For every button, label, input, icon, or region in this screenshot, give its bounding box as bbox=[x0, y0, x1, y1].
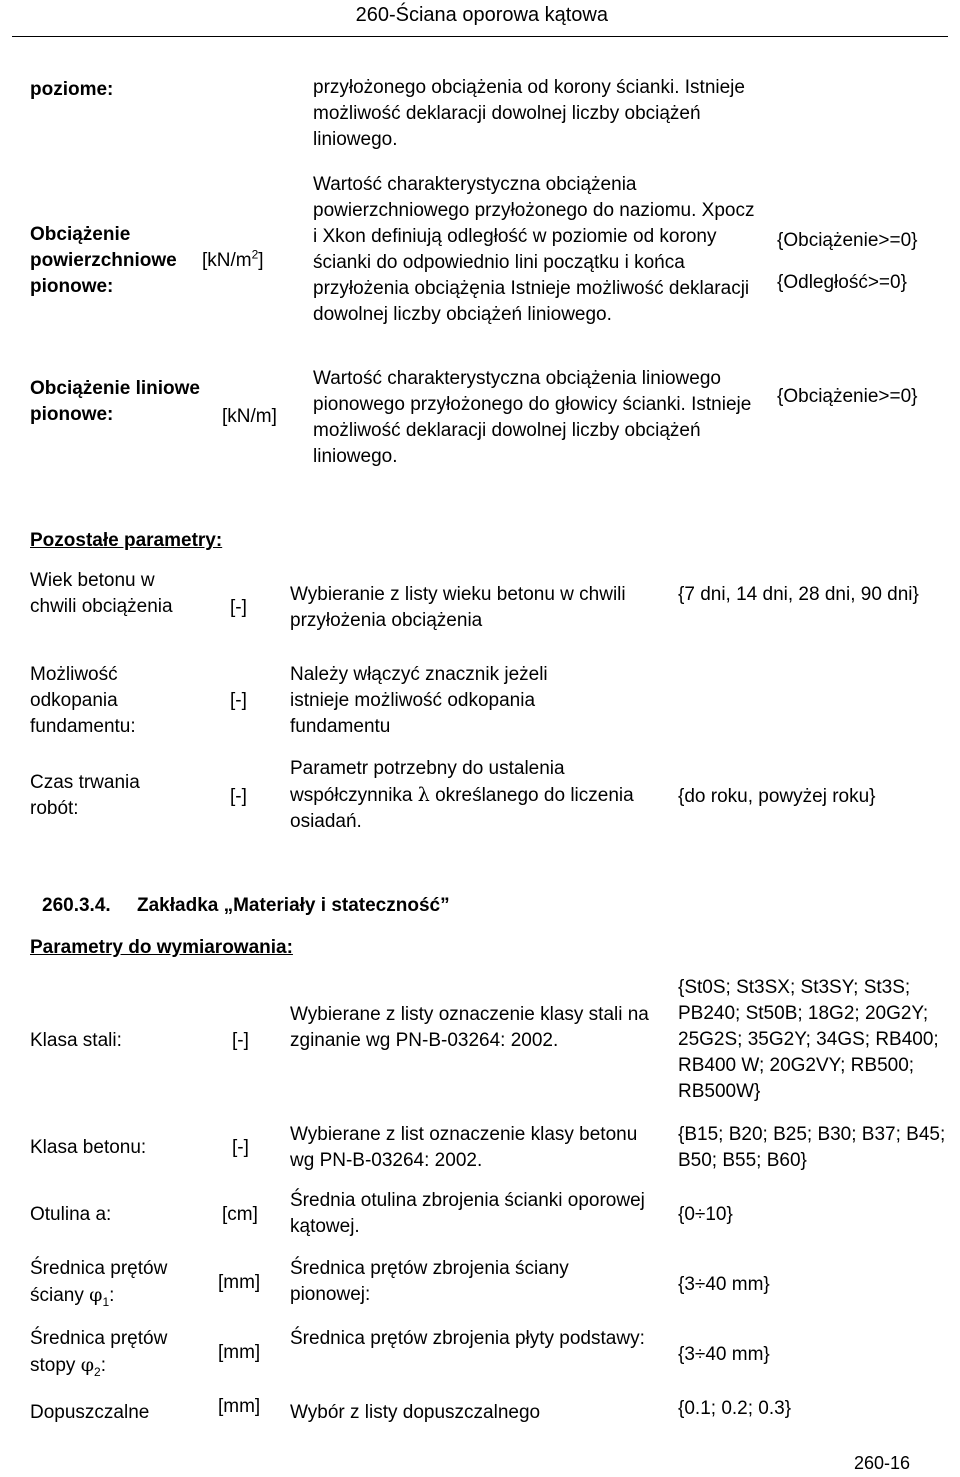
dim-param-desc: Średnica prętów zbrojenia płyty podstawy: bbox=[290, 1328, 645, 1349]
page-header-title: 260-Ściana oporowa kątowa bbox=[355, 4, 608, 26]
other-param-label: Możliwość odkopania fundamentu: bbox=[30, 664, 136, 737]
page-number: 260-16 bbox=[853, 1453, 910, 1473]
dim-param-label: Średnica prętów ściany $\varphi_1$: bbox=[30, 1258, 168, 1309]
dim-param-unit: [mm] bbox=[218, 1396, 261, 1417]
other-param-desc: Parametr potrzebny do ustalenia współczynnika λ określanego do liczenia osiadań. bbox=[290, 758, 634, 832]
dim-param-unit: [mm] bbox=[218, 1342, 261, 1363]
dim-param-label: Klasa stali: bbox=[30, 1030, 122, 1051]
dim-param-unit: [mm] bbox=[218, 1272, 261, 1293]
dim-param-label: Średnica prętów stopy $\varphi_2$: bbox=[30, 1328, 168, 1379]
dim-param-unit: [cm] bbox=[222, 1204, 258, 1225]
dim-param-label: Otulina a: bbox=[30, 1204, 112, 1225]
other-param-range: {do roku, powyżej roku} bbox=[678, 786, 876, 807]
dim-param-label: Klasa betonu: bbox=[30, 1137, 147, 1158]
load-desc-linear: Wartość charakterystyczna obciążenia liniowego pionowego przyłożonego do głowicy ścianki. Istnieje możliwość deklaracji dowolnej liczby obciążeń liniowego. bbox=[313, 368, 752, 467]
load-desc-surface: Wartość charakterystyczna obciążenia powierzchniowego przyłożonego do naziomu. Xpocz i Xkon definiują odległość w poziomie od korony ścianki do odpowiednio lini początku i końca przyłożenia obciążęnia Istnieje możliwość deklaracji dowolnej liczby obciążeń liniowego. bbox=[313, 174, 755, 325]
dim-param-desc: Wybór z listy dopuszczalnego bbox=[290, 1402, 541, 1423]
dim-param-range: {3÷40 mm} bbox=[678, 1344, 770, 1365]
dim-param-unit: [-] bbox=[232, 1137, 249, 1158]
dim-param-desc: Średnica prętów zbrojenia ściany pionowej: bbox=[290, 1258, 569, 1305]
header-rule bbox=[12, 36, 948, 37]
dim-param-desc: Średnia otulina zbrojenia ścianki oporowej kątowej. bbox=[290, 1190, 645, 1237]
dim-param-range: {0÷10} bbox=[678, 1204, 733, 1225]
other-param-unit: [-] bbox=[230, 597, 247, 618]
other-param-label: Czas trwania robót: bbox=[30, 772, 140, 819]
other-param-unit: [-] bbox=[230, 786, 247, 807]
other-param-unit: [-] bbox=[230, 690, 247, 711]
dim-param-range: {0.1; 0.2; 0.3} bbox=[678, 1398, 792, 1419]
other-params-heading: Pozostałe parametry: bbox=[30, 530, 223, 551]
load-unit-surface: $[kN/m^2]$ bbox=[202, 247, 264, 271]
section-title: Zakładka „Materiały i stateczność” bbox=[137, 895, 450, 916]
load-range-linear: {Obciążenie>=0} bbox=[777, 386, 918, 407]
dim-param-desc: Wybierane z list oznaczenie klasy betonu wg PN-B-03264: 2002. bbox=[290, 1124, 638, 1171]
dim-params-heading: Parametry do wymiarowania: bbox=[30, 937, 293, 958]
other-param-label: Wiek betonu w chwili obciążenia bbox=[30, 570, 173, 617]
page-header bbox=[0, 0, 960, 40]
dim-param-unit: [-] bbox=[232, 1030, 249, 1051]
load-unit-linear: [kN/m] bbox=[222, 406, 277, 427]
section-number: 260.3.4. bbox=[42, 895, 111, 916]
other-param-range: {7 dni, 14 dni, 28 dni, 90 dni} bbox=[678, 584, 919, 605]
dim-param-range: {B15; B20; B25; B30; B37; B45; B50; B55; B60} bbox=[678, 1124, 946, 1171]
load-label-linear: Obciążenie liniowe pionowe: bbox=[30, 378, 200, 425]
load-range-surface-load: {Obciążenie>=0} bbox=[777, 230, 918, 251]
load-desc-horizontal: przyłożonego obciążenia od korony ścianki. Istnieje możliwość deklaracji dowolnej liczby obciążeń liniowego. bbox=[313, 77, 745, 150]
dim-param-label: Dopuszczalne bbox=[30, 1402, 150, 1423]
load-label-surface: Obciążenie powierzchniowe pionowe: bbox=[30, 224, 177, 297]
dim-param-desc: Wybierane z listy oznaczenie klasy stali na zginanie wg PN-B-03264: 2002. bbox=[290, 1004, 649, 1051]
other-param-desc: Należy włączyć znacznik jeżeli istnieje możliwość odkopania fundamentu bbox=[290, 664, 548, 737]
other-param-desc: Wybieranie z listy wieku betonu w chwili przyłożenia obciążenia bbox=[290, 584, 626, 631]
dim-param-range: {3÷40 mm} bbox=[678, 1274, 770, 1295]
dim-param-range: {St0S; St3SX; St3SY; St3S; PB240; St50B; 18G2; 20G2Y; 25G2S; 35G2Y; 34GS; RB400; RB400 W; 20G2VY; RB500; RB500W} bbox=[678, 977, 939, 1102]
load-range-surface-distance: {Odległość>=0} bbox=[777, 272, 907, 293]
load-label-horizontal: poziome: bbox=[30, 79, 114, 100]
